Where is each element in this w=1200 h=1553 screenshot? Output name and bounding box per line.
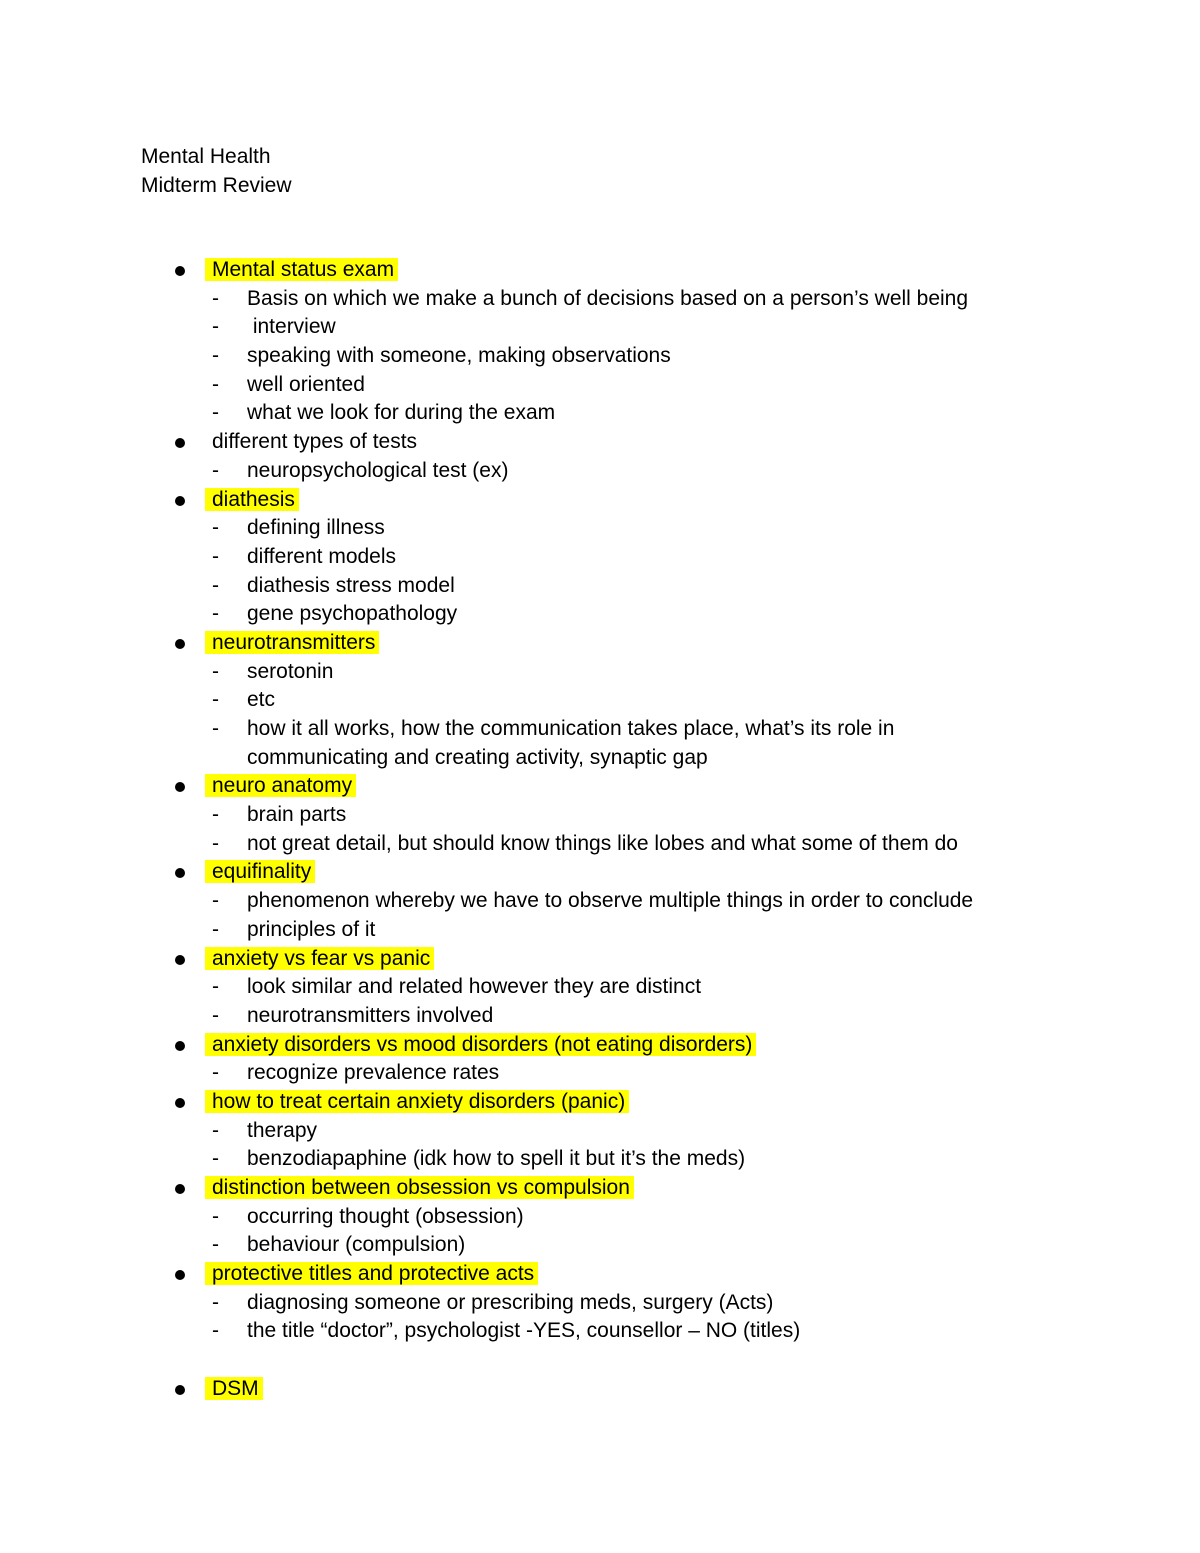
outline-topic [0,428,1200,457]
highlighted-topic-label: how to treat certain anxiety disorders (panic) [205,1090,629,1113]
bullet-icon [175,1041,185,1051]
outline-subitem [0,399,1200,428]
dash-icon: - [212,344,219,368]
dash-icon: - [212,544,219,568]
bullet-icon [175,266,185,276]
outline-subitem [0,887,1200,916]
bullet-icon [175,1184,185,1194]
subitem-text: recognize prevalence rates [247,1061,500,1085]
subitem-text: defining illness [247,516,385,540]
dash-icon: - [212,573,219,597]
highlighted-topic-label: neurotransmitters [205,631,379,654]
outline-subitem [0,371,1200,400]
bullet-icon [175,1385,185,1395]
subitem-text: principles of it [247,917,376,941]
highlighted-topic-label: Mental status exam [205,258,398,281]
highlighted-topic-label: anxiety disorders vs mood disorders (not eating disorders) [205,1033,756,1056]
outline-topic [0,256,1200,285]
bullet-icon [175,1270,185,1280]
subitem-text: occurring thought (obsession) [247,1204,524,1228]
subitem-text: neurotransmitters involved [247,1003,494,1027]
subitem-text: what we look for during the exam [247,401,556,425]
dash-icon: - [212,1003,219,1027]
outline-topic [0,858,1200,887]
dash-icon: - [212,1204,219,1228]
outline-topic [0,486,1200,515]
dash-icon: - [212,917,219,941]
outline-topic [0,772,1200,801]
subitem-text: how it all works, how the communication takes place, what’s its role in [247,717,895,740]
dash-icon: - [212,1147,219,1171]
subitem-text: phenomenon whereby we have to observe multiple things in order to conclude [247,889,974,913]
outline-topic [0,629,1200,658]
subitem-text: behaviour (compulsion) [247,1233,466,1257]
document-title [141,142,292,200]
outline-subitem [0,1289,1200,1318]
review-outline [0,256,1200,1404]
dash-icon: - [212,831,219,855]
bullet-icon [175,868,185,878]
dash-icon: - [212,659,219,683]
dash-icon: - [212,286,219,310]
subitem-text: different models [247,544,397,568]
outline-subitem [0,457,1200,486]
bullet-icon [175,782,185,792]
dash-icon: - [212,315,219,339]
bullet-icon [175,438,185,448]
outline-subitem [0,1002,1200,1031]
dash-icon: - [212,602,219,626]
outline-subitem [0,572,1200,601]
highlighted-topic-label: diathesis [205,488,299,511]
outline-subitem [0,830,1200,859]
outline-subitem [0,342,1200,371]
subitem-text: therapy [247,1118,318,1142]
outline-topic [0,1031,1200,1060]
title-line-course: Mental Health [141,145,271,168]
outline-subitem [0,744,1200,773]
outline-subitem [0,514,1200,543]
outline-subitem [0,1231,1200,1260]
subitem-text: neuropsychological test (ex) [247,458,509,482]
outline-subitem [0,600,1200,629]
subitem-text: interview [247,315,336,339]
dash-icon: - [212,516,219,540]
outline-subitem [0,1059,1200,1088]
outline-subitem [0,1203,1200,1232]
subitem-text: speaking with someone, making observations [247,344,671,368]
highlighted-topic-label: distinction between obsession vs compulsion [205,1176,634,1199]
dash-icon: - [212,975,219,999]
subitem-text: gene psychopathology [247,602,458,626]
bullet-icon [175,639,185,649]
subitem-text: look similar and related however they are distinct [247,975,702,999]
dash-icon: - [212,717,219,740]
outline-topic [0,945,1200,974]
subitem-text: diagnosing someone or prescribing meds, surgery (Acts) [247,1290,774,1314]
topic-label: different types of tests [212,430,418,454]
subitem-text: brain parts [247,803,347,827]
dash-icon: - [212,1061,219,1085]
outline-subitem [0,801,1200,830]
subitem-text: communicating and creating activity, synaptic gap [247,745,708,769]
subitem-text: Basis on which we make a bunch of decisions based on a person’s well being [247,286,969,310]
outline-subitem [0,916,1200,945]
outline-topic [0,1375,1200,1404]
dash-icon: - [212,1233,219,1257]
outline-subitem [0,543,1200,572]
outline-topic [0,1088,1200,1117]
dash-icon: - [212,1290,219,1314]
bullet-icon [175,1098,185,1108]
outline-subitem [0,658,1200,687]
subitem-text: not great detail, but should know things like lobes and what some of them do [247,831,958,855]
outline-topic [0,1174,1200,1203]
dash-icon: - [212,458,219,482]
dash-icon: - [212,401,219,425]
dash-icon: - [212,1118,219,1142]
outline-subitem [0,285,1200,314]
outline-subitem [0,1117,1200,1146]
outline-subitem [0,973,1200,1002]
outline-subitem [0,1145,1200,1174]
dash-icon: - [212,803,219,827]
dash-icon: - [212,372,219,396]
subitem-text: diathesis stress model [247,573,455,597]
highlighted-topic-label: anxiety vs fear vs panic [205,947,434,970]
subitem-text: the title “doctor”, psychologist -YES, counsellor – NO (titles) [247,1319,801,1343]
bullet-icon [175,496,185,506]
outline-subitem [0,715,1200,744]
dash-icon: - [212,1319,219,1343]
subitem-text: etc [247,688,276,712]
bullet-icon [175,955,185,965]
highlighted-topic-label: neuro anatomy [205,774,356,797]
outline-subitem [0,1317,1200,1346]
outline-subitem [0,313,1200,342]
title-line-subtitle: Midterm Review [141,174,292,197]
outline-topic [0,1260,1200,1289]
highlighted-topic-label: DSM [205,1377,263,1400]
subitem-text: well oriented [247,372,365,396]
subitem-text: serotonin [247,659,334,683]
outline-subitem [0,686,1200,715]
highlighted-topic-label: equifinality [205,860,315,883]
dash-icon: - [212,889,219,913]
highlighted-topic-label: protective titles and protective acts [205,1262,538,1285]
subitem-text: benzodiapaphine (idk how to spell it but it’s the meds) [247,1147,746,1171]
dash-icon: - [212,688,219,712]
